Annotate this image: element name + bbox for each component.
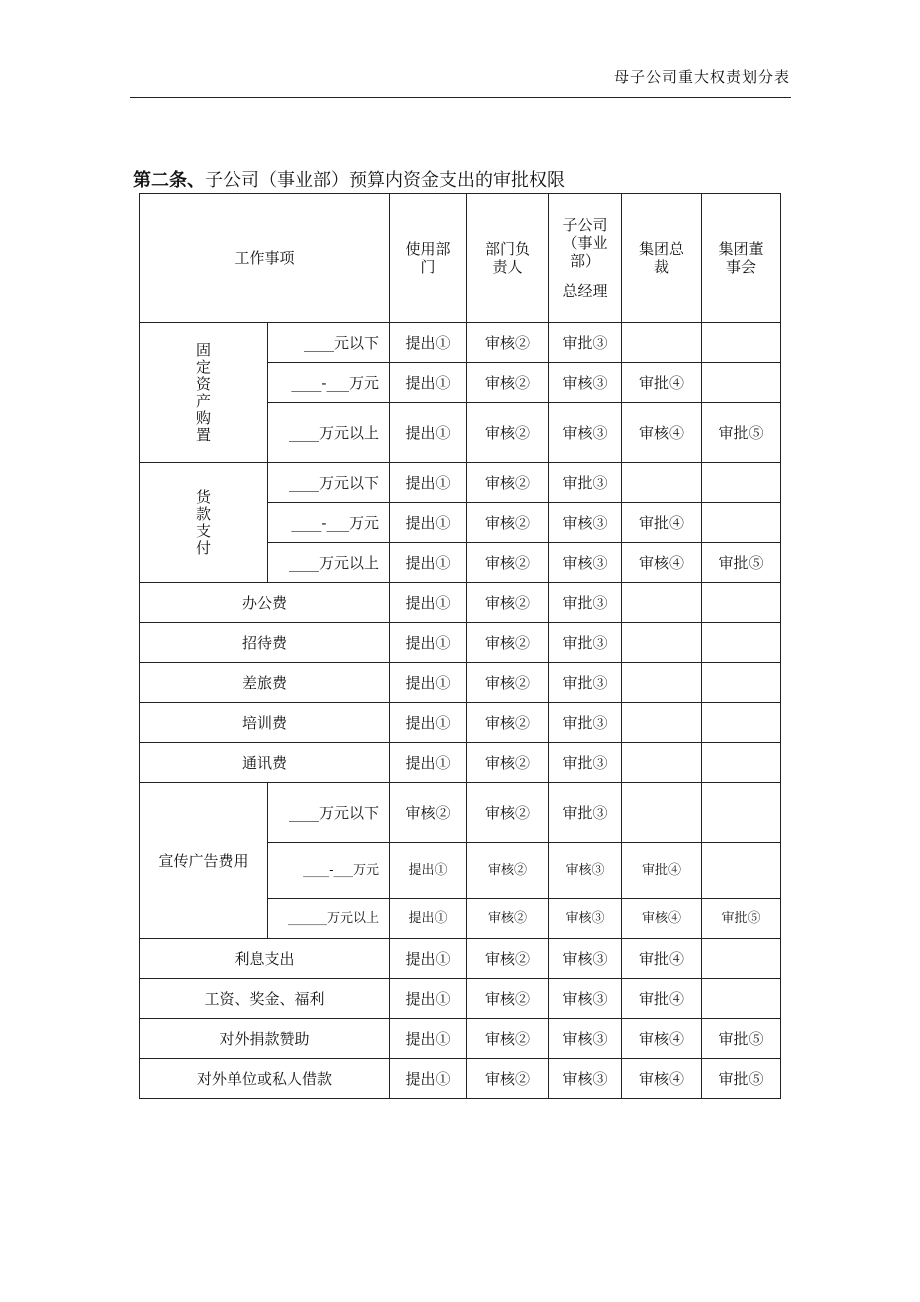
cell-group-board <box>702 843 781 899</box>
cell-group-board: 审批⑤ <box>702 1019 781 1059</box>
cell-dept-head: 审核② <box>467 463 549 503</box>
table-row <box>140 703 781 743</box>
cell-subsidiary-gm: 审批③ <box>549 463 622 503</box>
cell-group-board: 审批⑤ <box>702 543 781 583</box>
item-label-interest: 利息支出 <box>140 939 390 979</box>
cell-user-dept: 提出① <box>390 703 467 743</box>
cell-group-president <box>622 323 702 363</box>
item-label-donation: 对外捐款赞助 <box>140 1019 390 1059</box>
range-cell: ____万元以上 <box>268 543 390 583</box>
cell-group-board <box>702 583 781 623</box>
cell-user-dept: 提出① <box>390 403 467 463</box>
cell-dept-head: 审核② <box>467 1019 549 1059</box>
cell-subsidiary-gm: 审批③ <box>549 703 622 743</box>
cell-group-president: 审核④ <box>622 1059 702 1099</box>
cell-group-board: 审批⑤ <box>702 1059 781 1099</box>
cell-group-president <box>622 463 702 503</box>
cell-user-dept: 提出① <box>390 363 467 403</box>
cell-user-dept: 提出① <box>390 979 467 1019</box>
group-label-advertising: 宣传广告费用 <box>140 783 268 939</box>
cell-user-dept: 提出① <box>390 463 467 503</box>
cell-group-president <box>622 783 702 843</box>
range-cell: ____元以下 <box>268 323 390 363</box>
cell-dept-head: 审核② <box>467 783 549 843</box>
cell-user-dept: 提出① <box>390 503 467 543</box>
cell-group-president: 审核④ <box>622 1019 702 1059</box>
cell-dept-head: 审核② <box>467 623 549 663</box>
table-header-row <box>140 194 781 323</box>
cell-dept-head: 审核② <box>467 979 549 1019</box>
cell-subsidiary-gm: 审批③ <box>549 323 622 363</box>
cell-group-board <box>702 363 781 403</box>
section-title-text: 子公司（事业部）预算内资金支出的审批权限 <box>205 170 565 191</box>
range-cell: ______万元以上 <box>268 899 390 939</box>
cell-user-dept: 提出① <box>390 939 467 979</box>
item-label-entertain: 招待费 <box>140 623 390 663</box>
cell-dept-head: 审核② <box>467 363 549 403</box>
cell-user-dept: 审核② <box>390 783 467 843</box>
cell-group-president: 审批④ <box>622 979 702 1019</box>
col-header-dept-head: 部门负责人 <box>467 194 549 323</box>
cell-subsidiary-gm: 审批③ <box>549 743 622 783</box>
cell-group-president: 审核④ <box>622 543 702 583</box>
table-row <box>140 1059 781 1099</box>
range-cell: ____-___万元 <box>268 843 390 899</box>
cell-dept-head: 审核② <box>467 663 549 703</box>
table-row <box>140 323 781 363</box>
col-header-group-board: 集团董事会 <box>702 194 781 323</box>
cell-subsidiary-gm: 审核③ <box>549 939 622 979</box>
approval-authority-table <box>139 193 781 1099</box>
item-label-travel: 差旅费 <box>140 663 390 703</box>
table-row <box>140 663 781 703</box>
cell-group-board <box>702 743 781 783</box>
cell-user-dept: 提出① <box>390 323 467 363</box>
table-row <box>140 623 781 663</box>
group-label-fixed-assets: 固定资产购置 <box>140 323 268 463</box>
cell-group-president: 审批④ <box>622 939 702 979</box>
cell-subsidiary-gm: 审核③ <box>549 843 622 899</box>
col-header-item: 工作事项 <box>140 194 390 323</box>
cell-group-president: 审批④ <box>622 843 702 899</box>
cell-dept-head: 审核② <box>467 899 549 939</box>
cell-group-president: 审批④ <box>622 363 702 403</box>
table-row <box>140 939 781 979</box>
cell-group-board <box>702 503 781 543</box>
cell-user-dept: 提出① <box>390 743 467 783</box>
cell-subsidiary-gm: 审批③ <box>549 583 622 623</box>
cell-group-president <box>622 623 702 663</box>
cell-subsidiary-gm: 审核③ <box>549 1019 622 1059</box>
range-cell: ____万元以下 <box>268 783 390 843</box>
cell-dept-head: 审核② <box>467 743 549 783</box>
cell-group-board <box>702 979 781 1019</box>
cell-user-dept: 提出① <box>390 1019 467 1059</box>
cell-dept-head: 审核② <box>467 323 549 363</box>
cell-group-board <box>702 703 781 743</box>
section-title <box>133 166 565 192</box>
cell-group-board <box>702 939 781 979</box>
cell-group-president: 审核④ <box>622 899 702 939</box>
table-row <box>140 979 781 1019</box>
col-header-user-dept: 使用部门 <box>390 194 467 323</box>
cell-user-dept: 提出① <box>390 1059 467 1099</box>
col-header-subsidiary-gm: 子公司（事业部） 总经理 <box>549 194 622 323</box>
cell-group-president <box>622 583 702 623</box>
section-prefix: 第二条、 <box>133 170 205 191</box>
cell-group-president: 审批④ <box>622 503 702 543</box>
cell-group-board <box>702 463 781 503</box>
cell-dept-head: 审核② <box>467 583 549 623</box>
cell-group-president <box>622 663 702 703</box>
document-header-title: 母子公司重大权责划分表 <box>613 68 790 86</box>
item-label-wages: 工资、奖金、福利 <box>140 979 390 1019</box>
cell-user-dept: 提出① <box>390 663 467 703</box>
cell-subsidiary-gm: 审批③ <box>549 783 622 843</box>
cell-group-board <box>702 663 781 703</box>
cell-dept-head: 审核② <box>467 403 549 463</box>
item-label-telecom: 通讯费 <box>140 743 390 783</box>
range-cell: ____-___万元 <box>268 503 390 543</box>
cell-group-board <box>702 323 781 363</box>
cell-group-president <box>622 703 702 743</box>
table-row <box>140 463 781 503</box>
cell-subsidiary-gm: 审核③ <box>549 403 622 463</box>
cell-dept-head: 审核② <box>467 939 549 979</box>
item-label-loans: 对外单位或私人借款 <box>140 1059 390 1099</box>
cell-subsidiary-gm: 审核③ <box>549 543 622 583</box>
cell-subsidiary-gm: 审核③ <box>549 979 622 1019</box>
table-row <box>140 1019 781 1059</box>
cell-group-board: 审批⑤ <box>702 899 781 939</box>
cell-subsidiary-gm: 审批③ <box>549 623 622 663</box>
table-row <box>140 583 781 623</box>
cell-group-president: 审核④ <box>622 403 702 463</box>
cell-group-president <box>622 743 702 783</box>
cell-group-board <box>702 783 781 843</box>
cell-group-board: 审批⑤ <box>702 403 781 463</box>
range-cell: ____万元以下 <box>268 463 390 503</box>
header-divider <box>130 97 791 98</box>
col-header-group-president: 集团总裁 <box>622 194 702 323</box>
cell-subsidiary-gm: 审批③ <box>549 663 622 703</box>
cell-dept-head: 审核② <box>467 843 549 899</box>
cell-user-dept: 提出① <box>390 899 467 939</box>
cell-subsidiary-gm: 审核③ <box>549 1059 622 1099</box>
cell-group-board <box>702 623 781 663</box>
cell-subsidiary-gm: 审核③ <box>549 503 622 543</box>
item-label-training: 培训费 <box>140 703 390 743</box>
group-label-payment: 货款支付 <box>140 463 268 583</box>
range-cell: ____万元以上 <box>268 403 390 463</box>
item-label-office: 办公费 <box>140 583 390 623</box>
table-row <box>140 783 781 843</box>
range-cell: ____-___万元 <box>268 363 390 403</box>
cell-dept-head: 审核② <box>467 503 549 543</box>
cell-user-dept: 提出① <box>390 583 467 623</box>
cell-user-dept: 提出① <box>390 843 467 899</box>
cell-dept-head: 审核② <box>467 543 549 583</box>
cell-subsidiary-gm: 审核③ <box>549 363 622 403</box>
cell-subsidiary-gm: 审核③ <box>549 899 622 939</box>
cell-user-dept: 提出① <box>390 543 467 583</box>
table-row <box>140 743 781 783</box>
cell-dept-head: 审核② <box>467 703 549 743</box>
cell-user-dept: 提出① <box>390 623 467 663</box>
cell-dept-head: 审核② <box>467 1059 549 1099</box>
